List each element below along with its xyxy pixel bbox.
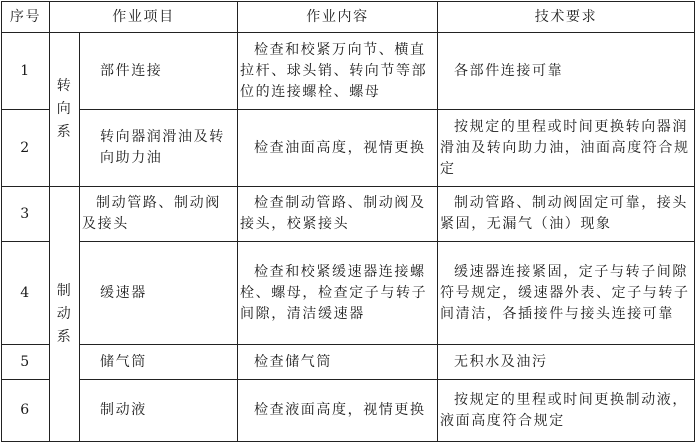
requirement-cell: 缓速器连接紧固，定子与转子间隙符号规定，缓速器外表、定子与转子间清洁，各插接件与接头连接可靠	[438, 242, 695, 345]
table-row	[2, 187, 695, 242]
content-cell: 检查储气筒	[238, 345, 438, 380]
table-row	[2, 345, 695, 380]
header-content: 作业内容	[238, 2, 438, 33]
content-cell: 检查液面高度，视情更换	[238, 380, 438, 442]
requirement-cell: 按规定的里程或时间更换制动液，液面高度符合规定	[438, 380, 695, 442]
content-cell: 检查油面高度，视情更换	[238, 110, 438, 187]
header-requirement: 技术要求	[438, 2, 695, 33]
table-row	[2, 380, 695, 442]
requirement-cell: 按规定的里程或时间更换转向器润滑油及转向助力油，油面高度符合规定	[438, 110, 695, 187]
maintenance-table	[1, 1, 695, 442]
row-no: 1	[2, 33, 50, 110]
content-cell: 检查和校紧万向节、横直拉杆、球头销、转向节等部位的连接螺栓、螺母	[238, 33, 438, 110]
item-cell: 制动管路、制动阀及接头	[80, 187, 238, 242]
item-cell: 缓速器	[80, 242, 238, 345]
table-row	[2, 242, 695, 345]
content-cell: 检查制动管路、制动阀及接头，校紧接头	[238, 187, 438, 242]
system-label: 转向系	[56, 78, 73, 140]
item-cell: 部件连接	[80, 33, 238, 110]
requirement-cell: 无积水及油污	[438, 345, 695, 380]
system-label: 制动系	[56, 282, 73, 345]
table-row	[2, 110, 695, 187]
row-no: 5	[2, 345, 50, 380]
table-row	[2, 33, 695, 110]
header-no: 序号	[2, 2, 50, 33]
requirement-cell: 制动管路、制动阀固定可靠，接头紧固，无漏气（油）现象	[438, 187, 695, 242]
header-item: 作业项目	[50, 2, 238, 33]
row-no: 6	[2, 380, 50, 442]
content-cell: 检查和校紧缓速器连接螺栓、螺母，检查定子与转子间隙，清洁缓速器	[238, 242, 438, 345]
item-cell: 制动液	[80, 380, 238, 442]
row-no: 2	[2, 110, 50, 187]
requirement-cell: 各部件连接可靠	[438, 33, 695, 110]
header-row	[2, 2, 695, 33]
item-cell: 转向器润滑油及转向助力油	[80, 110, 238, 187]
row-no: 3	[2, 187, 50, 242]
system-steering	[50, 33, 80, 187]
system-brake	[50, 187, 80, 442]
row-no: 4	[2, 242, 50, 345]
item-cell: 储气筒	[80, 345, 238, 380]
